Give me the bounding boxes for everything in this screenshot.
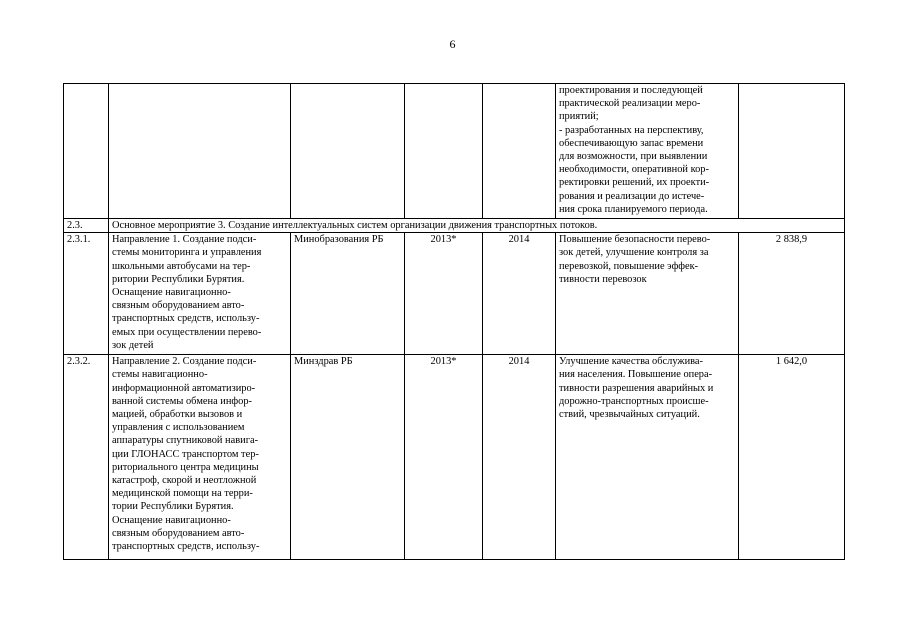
section-title: Основное мероприятие 3. Создание интеллектуальных систем организации движения транспортных потоков. xyxy=(109,219,845,233)
table-row xyxy=(64,355,845,560)
table-row-continued xyxy=(64,84,845,219)
cell-result: Повышение безопасности перево- зок детей, улучшение контроля за перевозкой, повышение эффек- тивности перевозок xyxy=(556,233,739,355)
cell-start: 2013* xyxy=(405,233,483,355)
cell-start xyxy=(405,84,483,219)
cell-executor: Минздрав РБ xyxy=(291,355,405,560)
cell-end xyxy=(483,84,556,219)
table-row-section xyxy=(64,219,845,233)
cell-result: Улучшение качества обслужива- ния населения. Повышение опера- тивности разрешения аварийных и дорожно-транспортных происше- ствий, чрезвычайных ситуаций. xyxy=(556,355,739,560)
cell-name xyxy=(109,84,291,219)
cell-start: 2013* xyxy=(405,355,483,560)
table-row xyxy=(64,233,845,355)
cell-end: 2014 xyxy=(483,355,556,560)
cell-sum: 1 642,0 xyxy=(739,355,845,560)
section-num: 2.3. xyxy=(64,219,109,233)
cell-name: Направление 2. Создание подси- стемы навигационно- информационной автоматизиро- ванной системы обмена инфор- мацией, обработки вызовов и управления с использованием аппаратуры спутниковой навига- ции ГЛОНАСС транспортом тер- риториального центра медицины катастроф, скорой и неотложной медицинской помощи на терри- тории Республики Бурятия. Оснащение навигационно- связным оборудованием авто- транспортных средств, использу- xyxy=(109,355,291,560)
cell-num: 2.3.1. xyxy=(64,233,109,355)
cell-name: Направление 1. Создание подси- стемы мониторинга и управления школьными автобусами на тер- ритории Республики Бурятия. Оснащение навигационно- связным оборудованием авто- транспортных средств, использу- емых при осуществлении перево- зок детей xyxy=(109,233,291,355)
cell-executor: Минобразования РБ xyxy=(291,233,405,355)
cell-num xyxy=(64,84,109,219)
cell-end: 2014 xyxy=(483,233,556,355)
page-number: 6 xyxy=(449,37,456,51)
cell-result: проектирования и последующей практической реализации меро- приятий; - разработанных на перспективу, обеспечивающую запас времени для возможности, при выявлении необходимости, оперативной кор- ректировки решений, их проекти- рования и реализации до истече- ния срока планируемого периода. xyxy=(556,84,739,219)
cell-sum xyxy=(739,84,845,219)
cell-num: 2.3.2. xyxy=(64,355,109,560)
cell-executor xyxy=(291,84,405,219)
cell-sum: 2 838,9 xyxy=(739,233,845,355)
measures-table xyxy=(63,83,845,560)
